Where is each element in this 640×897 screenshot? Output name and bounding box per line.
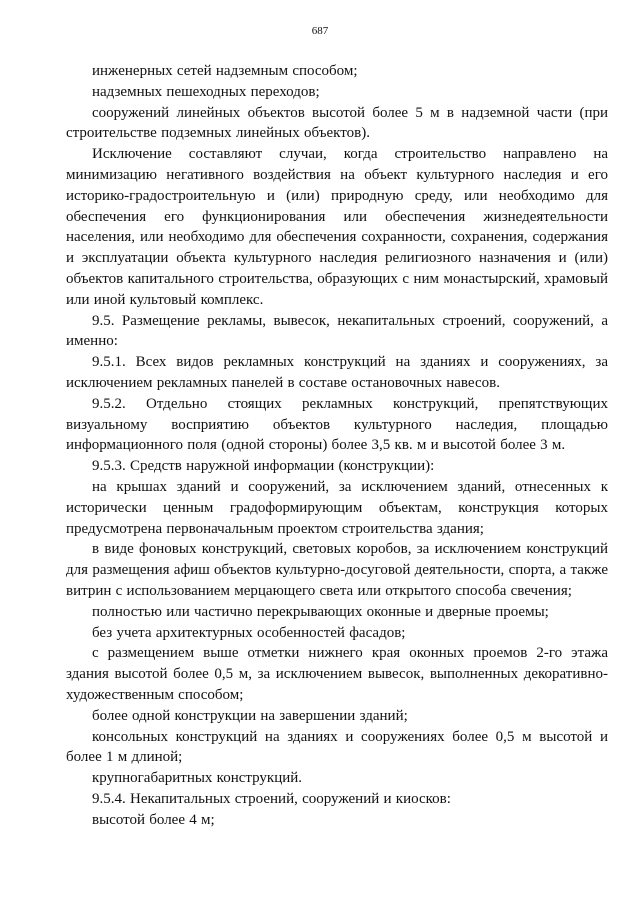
paragraph-3: сооружений линейных объектов высотой более 5 м в надземной части (при строительстве подземных линейных объектов).	[66, 104, 608, 142]
paragraph-one-construction: более одной конструкции на завершении зданий;	[92, 707, 408, 724]
paragraph-console: консольных конструкций на зданиях и сооружениях более 0,5 м высотой и более 1 м длиной;	[66, 728, 608, 766]
paragraph-2: надземных пешеходных переходов;	[92, 83, 320, 100]
paragraph-9-5: 9.5. Размещение рекламы, вывесок, некапитальных строений, сооружений, а именно:	[66, 312, 608, 350]
paragraph-9-5-3: 9.5.3. Средств наружной информации (конструкции):	[92, 458, 435, 475]
document-body	[66, 61, 608, 830]
paragraph-9-5-2: 9.5.2. Отдельно стоящих рекламных конструкций, препятствующих визуальному восприятию объектов культурного наследия, площадью информационного поля (одной стороны) более 3,5 кв. м и высотой более 3 м.	[66, 395, 608, 454]
paragraph-height: высотой более 4 м;	[92, 811, 215, 828]
paragraph-exception: Исключение составляют случаи, когда строительство направлено на минимизацию негативного воздействия на объект культурного наследия и его историко-градостроительную и (или) природную среду, или необходимо для обеспечения его функционирования или обеспечения жизнедеятельности населения, или необходимо для обеспечения сохранности, сохранения, содержания и эксплуатации объекта культурного наследия религиозного назначения и (или) объектов капитального строительства, образующих с ним монастырский, храмовый или иной культовый комплекс.	[66, 146, 608, 308]
paragraph-roofs: на крышах зданий и сооружений, за исключением зданий, отнесенных к исторически ценным градоформирующим объектам, конструкция которых предусмотрена первоначальным проектом строительства здания;	[66, 478, 608, 537]
paragraph-9-5-4: 9.5.4. Некапитальных строений, сооружений и киосков:	[92, 790, 451, 807]
paragraph-background-constructions: в виде фоновых конструкций, световых коробов, за исключением конструкций для размещения афиш объектов культурно-досуговой деятельности, спорта, а также витрин с использованием мерцающего света или открытого способа свечения;	[66, 541, 608, 599]
paragraph-1: инженерных сетей надземным способом;	[92, 63, 358, 79]
paragraph-second-floor: с размещением выше отметки нижнего края оконных проемов 2-го этажа здания высотой более 0,5 м, за исключением вывесок, выполненных декоративно-художественным способом;	[66, 645, 608, 703]
paragraph-facades: без учета архитектурных особенностей фасадов;	[92, 624, 406, 641]
paragraph-9-5-1: 9.5.1. Всех видов рекламных конструкций на зданиях и сооружениях, за исключением рекламных панелей в составе остановочных навесов.	[66, 354, 608, 391]
paragraph-window-overlap: полностью или частично перекрывающих оконные и дверные проемы;	[92, 603, 549, 620]
page-number: 687	[311, 25, 329, 37]
paragraph-large: крупногабаритных конструкций.	[92, 770, 303, 787]
